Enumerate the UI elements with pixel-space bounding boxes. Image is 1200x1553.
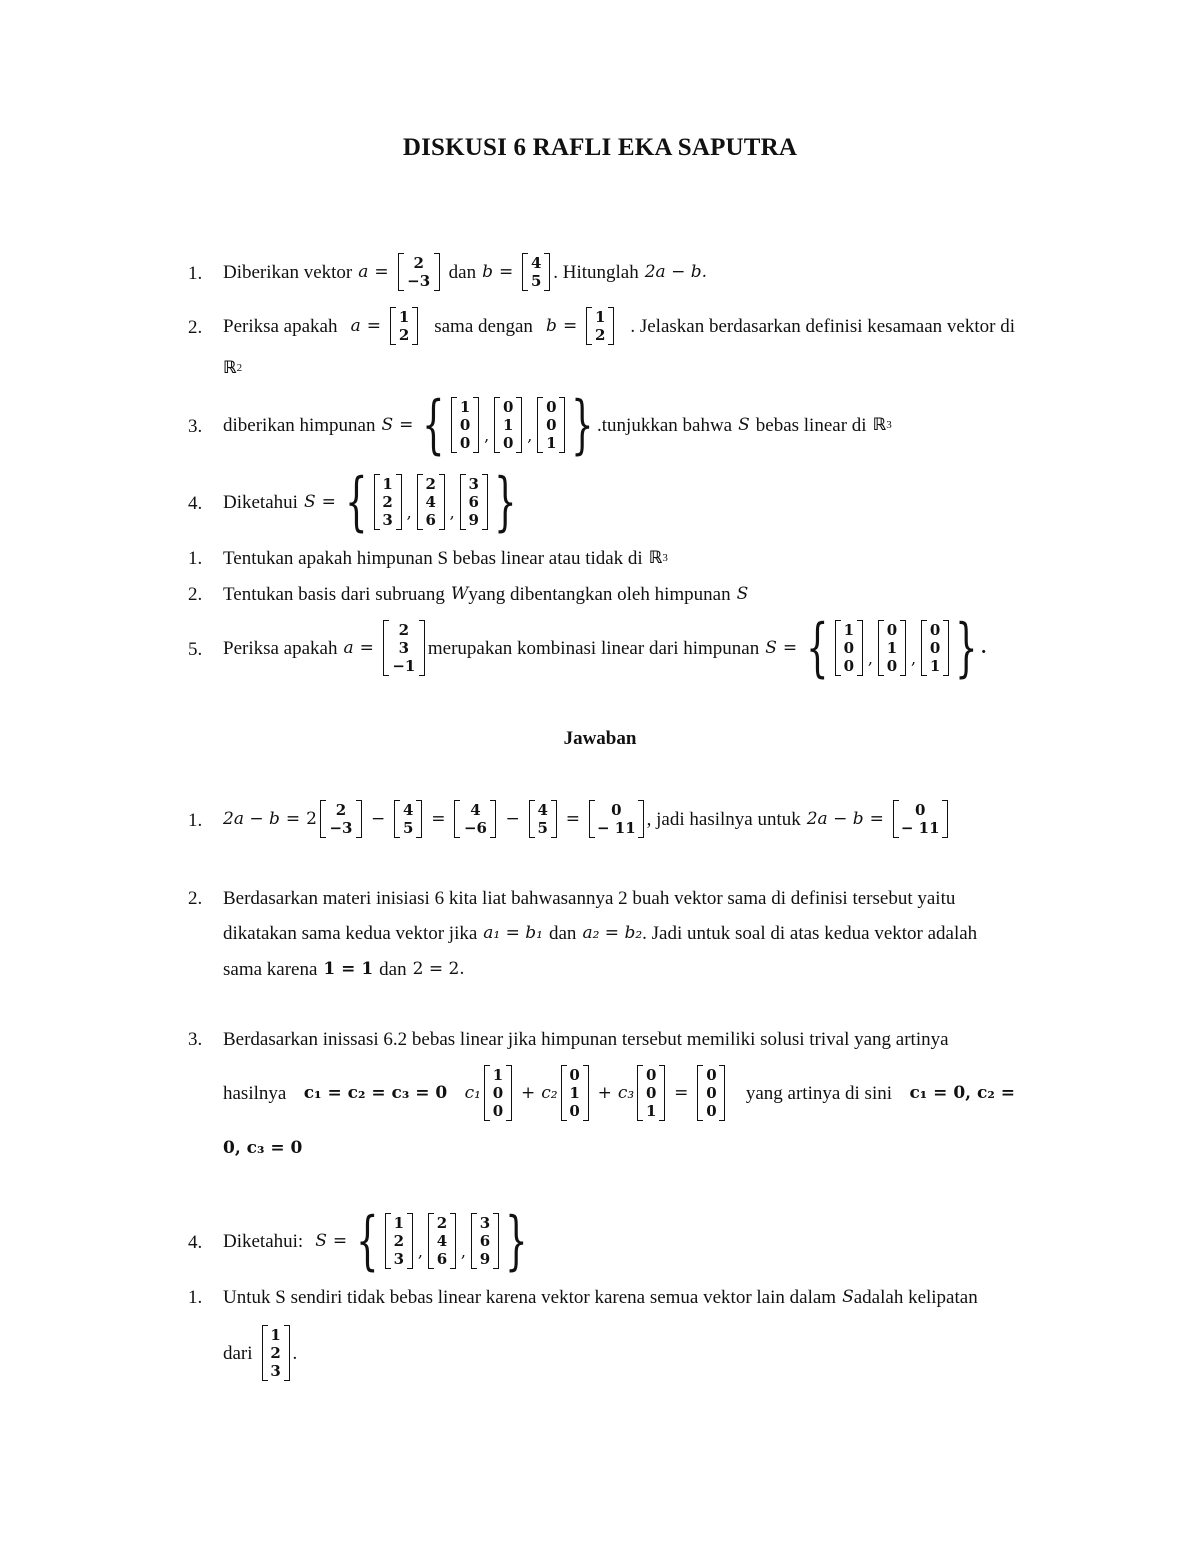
math-op: − [370,808,386,829]
question-text: Tentukan apakah himpunan S bebas linear atau tidak di [223,548,643,569]
question-text: Periksa apakah [223,315,338,337]
math-op: = [374,261,389,282]
answer-text: yang artinya di sini [745,1082,893,1104]
left-brace: { [422,388,445,462]
scalar: 2 [306,808,317,829]
math-expression: 0, c₃ = 0 [223,1138,303,1158]
math-op: + [597,1082,612,1103]
question-text: Diketahui [223,491,298,513]
math-var: c₂ [541,1082,558,1103]
vector: 3 6 9 [460,474,488,530]
math-expression: c₁ = 0, c₂ = [909,1082,1015,1103]
vector: 0 − 11 [893,800,948,838]
math-var: c₃ [617,1082,635,1103]
math-op: = [562,315,578,336]
question-text: . Hitunglah [553,261,639,283]
vector: 2 4 6 [417,474,445,530]
math-expression: a₁ = b₁ [483,923,543,943]
math-var: S [842,1287,854,1307]
question-text: yang dibentangkan oleh himpunan [468,584,731,605]
right-brace: } [505,1204,528,1278]
list-number: 1. [188,263,203,284]
real-space-symbol: ℝ [223,358,237,378]
document-title: DISKUSI 6 RAFLI EKA SAPUTRA [402,134,798,161]
real-space-symbol: ℝ [648,548,663,568]
right-brace: } [955,611,978,685]
vector: 4 5 [529,800,557,838]
question-text: Periksa apakah [223,637,338,659]
list-number: 2. [188,888,203,909]
math-var: S [765,637,777,658]
math-expression: a₂ = b₂ [582,923,643,943]
answer-text: . Jadi untuk soal di atas kedua vektor adalah [642,923,978,944]
question-3: 3. diberikan himpunan S = { 1 0 0 , 0 1 0 , 0 0 1 } .tunjukkan bahwa S bebas linear di ℝ 3 [188,388,892,462]
math-op: = [321,491,336,512]
math-op: − [505,808,520,829]
vector: 1 2 3 [374,474,402,530]
vector: 0 1 0 [494,397,522,453]
answer-text: hasilnya [223,1082,287,1104]
vector: 2 −3 [320,800,362,838]
question-text: Diberikan vektor [223,261,353,283]
exponent: 2 [236,362,243,374]
math-op: = [285,808,301,829]
answer-4-sub-1-line-2 [0,1320,1200,1386]
answer-text: Diketahui: [223,1230,304,1252]
list-number: 3. [188,416,203,437]
math-var: S [381,414,394,435]
math-op: = [332,1230,348,1251]
math-op: = [498,261,514,282]
vector-a: 1 2 [390,307,418,345]
answer-text: dan [549,923,577,944]
math-expression: 2a − b [806,808,864,829]
list-number: 1. [188,810,203,831]
vector-b: 1 2 [586,307,614,345]
math-expression: 1 = 1 [323,959,374,979]
answers-heading: Jawaban [563,728,637,749]
vector: 2 4 6 [428,1213,456,1269]
right-brace: } [493,465,517,539]
math-op: = [431,808,446,829]
punctuation: . [980,637,987,658]
vector: 1 0 0 [484,1065,512,1121]
vector: 0 0 1 [921,620,949,676]
math-var: a [358,261,369,282]
math-var: S [738,414,750,435]
vector: 1 2 3 [262,1325,290,1381]
math-op: = [782,637,798,658]
question-4: 4. Diketahui S = { 1 2 3 , 2 4 6 , 3 6 9 } [188,465,517,539]
math-var: S [736,584,749,604]
list-number: 1. [188,548,203,569]
real-space-symbol: ℝ [872,414,887,435]
answer-text: Berdasarkan inissasi 6.2 bebas linear jika himpunan tersebut memiliki solusi trival yang artinya [223,1029,949,1050]
vector-b: 4 5 [522,253,550,291]
vector: 4 5 [394,800,422,838]
question-5: 5. Periksa apakah a = 2 3 −1 merupakan kombinasi linear dari himpunan S = { 1 0 0 , 0 1 0 , 0 0 1 } . [188,611,987,685]
math-var: b [546,315,557,336]
answer-3-line-2: hasilnya c₁ = c₂ = c₃ = 0 c₁ 1 0 0 + c₂ 0 1 0 + c₃ 0 0 1 = 0 0 0 yang artinya di sini c₁ = 0, c₂ = [223,1066,1015,1120]
vector: 3 6 9 [471,1213,499,1269]
math-expression: 2a − b [223,808,280,829]
list-number: 3. [188,1029,203,1050]
answer-text: dan [379,959,407,980]
answer-text: dikatakan sama kedua vektor jika [223,923,478,944]
math-var: S [303,491,316,512]
list-number: 4. [188,493,203,514]
math-op: = [399,414,414,435]
question-text: sama dengan [434,315,533,337]
math-expression: 2 = 2. [412,959,465,979]
math-expression: c₁ = c₂ = c₃ = 0 [303,1082,448,1103]
answer-text: adalah kelipatan [853,1287,978,1308]
question-2 [0,304,1200,348]
vector: 1 0 0 [451,397,479,453]
math-var: a [343,637,354,658]
answer-1 [0,797,1200,841]
right-brace: } [571,388,594,462]
answer-4: 4. Diketahui: S = { 1 2 3 , 2 4 6 , 3 6 9 } [188,1204,528,1278]
vector: 0 0 0 [697,1065,725,1121]
list-number: 2. [188,317,203,338]
vector: 1 2 3 [385,1213,413,1269]
question-text: diberikan himpunan [223,414,376,436]
question-text: Tentukan basis dari subruang [223,584,445,605]
vector: 0 0 1 [637,1065,665,1121]
answer-text: dari [223,1342,253,1364]
vector: 4 −6 [454,800,496,838]
math-var: c₁ [464,1082,481,1103]
exponent: 3 [662,552,668,564]
list-number: 4. [188,1232,203,1253]
math-op: + [520,1082,536,1103]
vector-a: 2 3 −1 [383,620,425,676]
punctuation: . [292,1342,298,1364]
math-op: = [565,808,580,829]
vector: 0 1 0 [561,1065,589,1121]
list-number: 1. [188,1287,203,1308]
left-brace: { [345,465,368,539]
math-op: = [359,637,374,658]
math-var: W [450,584,469,604]
vector: 0 0 1 [537,397,565,453]
math-op: = [366,315,382,336]
answer-text: Berdasarkan materi inisiasi 6 kita liat bahwasannya 2 buah vektor sama di definisi tersebut yaitu [223,888,956,909]
vector: 1 0 0 [835,620,863,676]
vector-a: 2 −3 [398,253,440,291]
question-text: dan [448,261,477,283]
vector: 0 1 0 [878,620,906,676]
question-1 [0,250,1200,294]
list-number: 5. [188,639,203,660]
question-text: merupakan kombinasi linear dari himpunan [427,637,760,659]
math-var: b [482,261,493,282]
answer-text: sama karena [223,959,318,980]
math-var: a [350,315,361,336]
left-brace: { [356,1204,379,1278]
math-var: S [315,1230,327,1251]
answer-text: , jadi hasilnya untuk [646,808,801,830]
math-expression: 2a − b. [644,261,708,282]
exponent: 3 [886,418,892,431]
vector: 0 − 11 [589,800,644,838]
question-text: bebas linear di [755,414,867,436]
list-number: 2. [188,584,203,605]
question-text: .tunjukkan bahwa [597,414,733,436]
question-text: . Jelaskan berdasarkan definisi kesamaan vektor di [630,315,1015,337]
left-brace: { [806,611,829,685]
answer-text: Untuk S sendiri tidak bebas linear karena vektor karena semua vektor lain dalam [223,1287,837,1308]
math-op: = [869,808,884,829]
